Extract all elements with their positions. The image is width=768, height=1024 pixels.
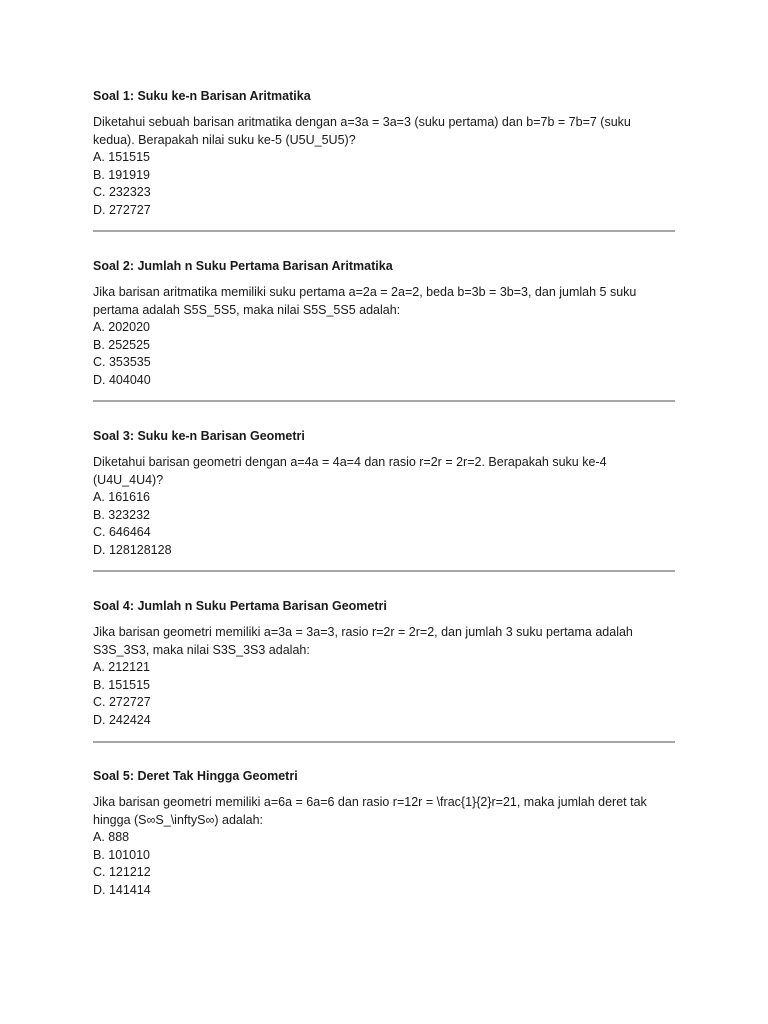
question-text: Diketahui sebuah barisan aritmatika dengan a=3a = 3a=3 (suku pertama) dan b=7b = 7b=7 (suku kedua). Berapakah nilai suku ke-5 (U5U_5U5)? [93, 115, 631, 147]
option-d: D. 128128128 [93, 542, 172, 557]
divider [93, 741, 675, 743]
option-b: B. 191919 [93, 167, 150, 182]
option-d: D. 242424 [93, 712, 151, 727]
option-b: B. 151515 [93, 677, 150, 692]
question-2 [93, 257, 675, 389]
option-b: B. 101010 [93, 847, 150, 862]
question-text: Jika barisan geometri memiliki a=3a = 3a=3, rasio r=2r = 2r=2, dan jumlah 3 suku pertama adalah S3S_3S3, maka nilai S3S_3S3 adalah: [93, 625, 633, 657]
divider [93, 400, 675, 402]
question-title: Soal 5: Deret Tak Hingga Geometri [93, 769, 298, 783]
option-d: D. 404040 [93, 372, 151, 387]
option-c: C. 353535 [93, 355, 151, 369]
question-1 [93, 87, 675, 219]
option-c: C. 121212 [93, 865, 151, 879]
option-d: D. 272727 [93, 202, 151, 217]
option-list [93, 319, 675, 389]
option-b: B. 252525 [93, 337, 150, 352]
option-c: C. 272727 [93, 695, 151, 709]
option-list [93, 489, 675, 559]
option-list [93, 659, 675, 729]
option-a: A. 151515 [93, 150, 150, 164]
question-3 [93, 427, 675, 559]
question-title: Soal 4: Jumlah n Suku Pertama Barisan Geometri [93, 599, 387, 613]
option-list [93, 149, 675, 219]
question-title: Soal 1: Suku ke-n Barisan Aritmatika [93, 89, 311, 103]
option-a: A. 161616 [93, 490, 150, 504]
option-a: A. 888 [93, 830, 130, 844]
option-c: C. 646464 [93, 525, 151, 539]
option-c: C. 232323 [93, 185, 151, 199]
divider [93, 570, 675, 572]
question-text: Jika barisan aritmatika memiliki suku pertama a=2a = 2a=2, beda b=3b = 3b=3, dan jumlah 5 suku pertama adalah S5S_5S5, maka nilai S5S_5S5 adalah: [93, 285, 637, 317]
option-b: B. 323232 [93, 507, 150, 522]
question-5 [93, 767, 675, 899]
question-title: Soal 3: Suku ke-n Barisan Geometri [93, 429, 305, 443]
question-title: Soal 2: Jumlah n Suku Pertama Barisan Aritmatika [93, 259, 393, 273]
question-4 [93, 597, 675, 729]
divider [93, 230, 675, 232]
question-text: Jika barisan geometri memiliki a=6a = 6a=6 dan rasio r=12r = \frac{1}{2}r=21, maka jumlah deret tak hingga (S∞S_\inftyS∞) adalah: [93, 795, 647, 827]
option-a: A. 202020 [93, 320, 150, 334]
option-a: A. 212121 [93, 660, 150, 674]
option-list [93, 829, 675, 899]
question-text: Diketahui barisan geometri dengan a=4a = 4a=4 dan rasio r=2r = 2r=2. Berapakah suku ke-4 (U4U_4U4)? [93, 455, 607, 487]
option-d: D. 141414 [93, 882, 151, 897]
